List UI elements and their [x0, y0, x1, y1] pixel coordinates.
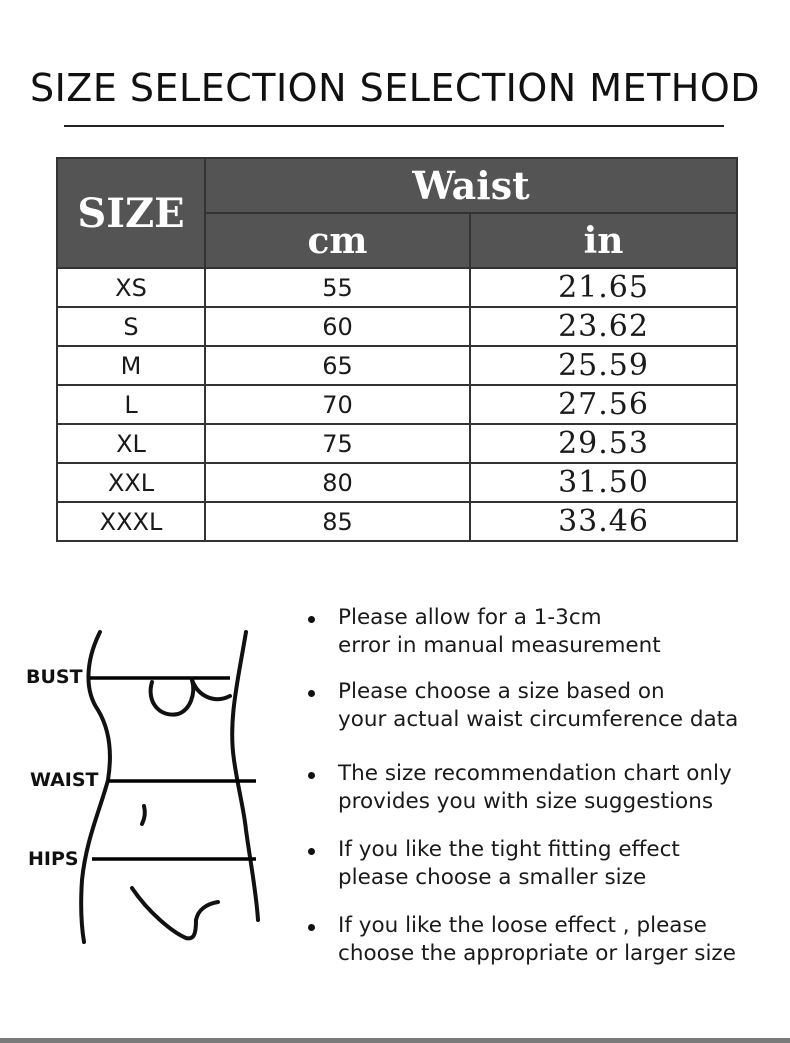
in-cell: 27.56 [470, 385, 737, 424]
table-row [57, 463, 737, 502]
page-title: SIZE SELECTION SELECTION METHOD [29, 66, 761, 110]
bullet-icon [308, 848, 315, 855]
bullet-icon [308, 924, 315, 931]
table-row [57, 424, 737, 463]
size-cell: L [57, 385, 205, 424]
cm-cell: 70 [205, 385, 470, 424]
in-cell: 33.46 [470, 502, 737, 541]
bullet-icon [308, 772, 315, 779]
bust-label: BUST [26, 666, 83, 688]
table-row [57, 268, 737, 307]
cm-cell: 55 [205, 268, 470, 307]
table-row [57, 502, 737, 541]
list-item: Please allow for a 1-3cm error in manual measurement [308, 604, 778, 660]
list-item: If you like the loose effect , please choose the appropriate or larger size [308, 912, 778, 968]
bullet-icon [308, 616, 315, 623]
in-cell: 23.62 [470, 307, 737, 346]
waist-column-header: Waist [205, 158, 737, 213]
cm-column-header: cm [205, 213, 470, 268]
in-cell: 31.50 [470, 463, 737, 502]
cm-cell: 80 [205, 463, 470, 502]
table-row [57, 385, 737, 424]
list-item: If you like the tight fitting effect please choose a smaller size [308, 836, 778, 892]
title-divider [64, 125, 724, 127]
table-row [57, 307, 737, 346]
table-row [57, 346, 737, 385]
in-cell: 29.53 [470, 424, 737, 463]
bullet-icon [308, 690, 315, 697]
in-column-header: in [470, 213, 737, 268]
hips-label: HIPS [28, 848, 79, 870]
bottom-divider [0, 1038, 790, 1043]
cm-cell: 75 [205, 424, 470, 463]
list-item: Please choose a size based on your actual waist circumference data [308, 678, 778, 734]
size-cell: XXL [57, 463, 205, 502]
in-cell: 21.65 [470, 268, 737, 307]
size-cell: XS [57, 268, 205, 307]
cm-cell: 60 [205, 307, 470, 346]
body-measurement-figure [20, 620, 290, 960]
waist-label: WAIST [30, 769, 99, 791]
size-cell: XL [57, 424, 205, 463]
size-cell: S [57, 307, 205, 346]
cm-cell: 65 [205, 346, 470, 385]
size-cell: M [57, 346, 205, 385]
list-item: The size recommendation chart only provides you with size suggestions [308, 760, 778, 816]
size-column-header: SIZE [57, 158, 205, 268]
size-cell: XXXL [57, 502, 205, 541]
cm-cell: 85 [205, 502, 470, 541]
in-cell: 25.59 [470, 346, 737, 385]
size-table [56, 157, 738, 542]
measurement-notes [308, 604, 778, 968]
